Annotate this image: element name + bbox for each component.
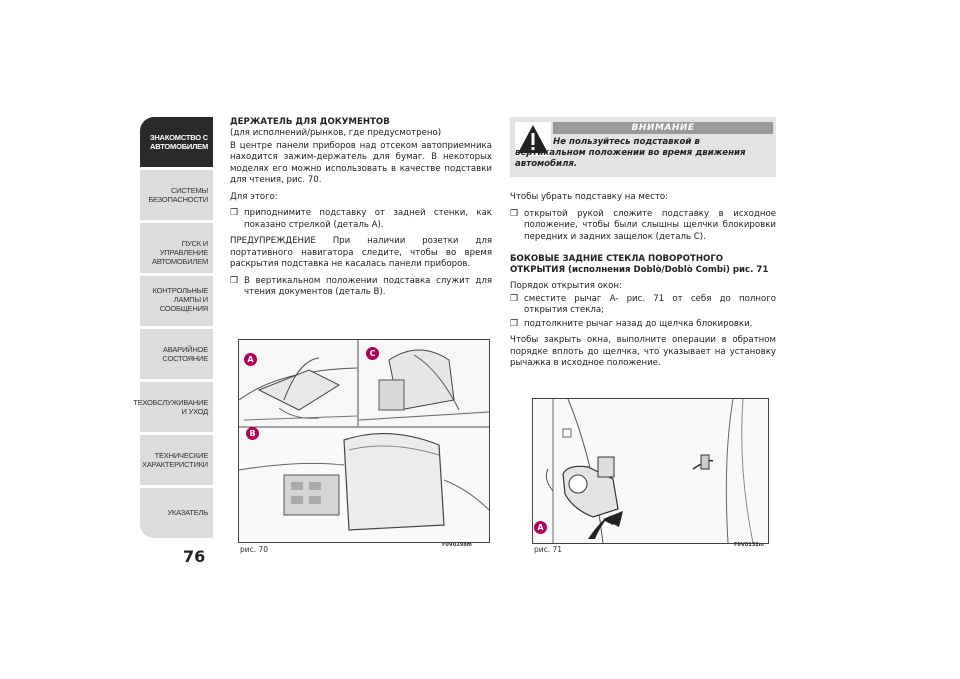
paragraph: Чтобы закрыть окна, выполните операции в обратном порядке вплоть до щелчка, что указывает на установку рычажка в исходное положение. (510, 335, 776, 368)
section-subheading: (для исполнений/рынков, где предусмотрено) (230, 128, 442, 138)
bullet-text: открытой рукой сложите подставку в исходное положение, чтобы были слышны щелчки блокировки передних и задних защелок (деталь C). (524, 208, 776, 242)
figure-71 (532, 398, 769, 544)
checkbox-bullet-icon: ❒ (230, 208, 239, 218)
figure-70-code: F0V0198m (442, 542, 472, 548)
nav-tab-maintenance[interactable] (133, 382, 213, 432)
left-column (230, 117, 492, 304)
nav-tab-line: И УХОД (181, 407, 208, 416)
checkbox-bullet-icon: ❒ (510, 208, 519, 219)
bullet-item (510, 319, 776, 331)
nav-tab-label (150, 133, 208, 151)
checkbox-bullet-icon: ❒ (510, 318, 519, 329)
figure-70 (238, 339, 490, 543)
detail-label-c: C (366, 347, 379, 360)
section-heading-rear-windows (510, 254, 776, 276)
paragraph: Чтобы убрать подставку на место: (510, 192, 669, 202)
detail-label-a: A (534, 521, 547, 534)
nav-tab-line: ЗНАКОМСТВО С (149, 133, 208, 142)
section-heading-document-holder: ДЕРЖАТЕЛЬ ДЛЯ ДОКУМЕНТОВ (230, 117, 390, 127)
paragraph: Порядок открытия окон: (510, 281, 622, 291)
nav-tab-index[interactable] (140, 488, 213, 538)
nav-tab-line: ТЕХНИЧЕСКИЕ (154, 451, 208, 460)
nav-tab-line: СООБЩЕНИЯ (159, 304, 208, 313)
paragraph: В центре панели приборов над отсеком автоприемника находится зажим-держатель для бумаг. В некоторых моделях его можно использовать в качестве подставки для чтения, рис. 70. (230, 140, 492, 185)
bullet-item (510, 294, 776, 317)
bullet-text: приподнимите подставку от задней стенки, как показано стрелкой (деталь A). (244, 208, 492, 230)
nav-tab-line: БЕЗОПАСНОСТИ (148, 195, 208, 204)
page-number: 76 (183, 547, 206, 566)
detail-label-a: A (244, 353, 257, 366)
right-column (510, 192, 776, 375)
nav-tab-driving[interactable] (140, 223, 213, 273)
detail-label-b: B (246, 427, 259, 440)
nav-tab-line: КОНТРОЛЬНЫЕ (152, 286, 208, 295)
paragraph: Для этого: (230, 191, 278, 202)
nav-tab-line: СОСТОЯНИЕ (162, 354, 208, 363)
heading-line: БОКОВЫЕ ЗАДНИЕ СТЕКЛА ПОВОРОТНОГО (510, 254, 724, 264)
nav-tab-specifications[interactable] (140, 435, 213, 485)
nav-tab-intro[interactable] (140, 117, 213, 167)
bullet-item (230, 276, 492, 299)
warning-box (510, 117, 776, 177)
bullet-item (510, 209, 776, 244)
figure-70-illustration (239, 340, 489, 542)
nav-tab-line: АВАРИЙНОЕ (163, 345, 208, 354)
warning-title: ВНИМАНИЕ (553, 122, 773, 134)
paragraph: ПРЕДУПРЕЖДЕНИЕ При наличии розетки для портативного навигатора следите, чтобы во время раскрытия подставка не касалась панели приборов. (230, 236, 492, 269)
nav-tab-line: СИСТЕМЫ (170, 186, 208, 195)
figure-71-caption: рис. 71 (534, 545, 563, 554)
bullet-text: подтолкните рычаг назад до щелчка блокировки. (524, 318, 753, 329)
nav-tab-line: ТЕХОБСЛУЖИВАНИЕ (133, 398, 208, 407)
checkbox-bullet-icon: ❒ (510, 293, 519, 304)
nav-tab-line: ПУСК И УПРАВЛЕНИЕ (159, 239, 208, 257)
warning-text: Не пользуйтесь подставкой в вертикальном положении во время движения автомобиля. (515, 137, 746, 169)
nav-tab-safety[interactable] (140, 170, 213, 220)
heading-line: ОТКРЫТИЯ (исполнения Doblò/Doblò Combi) рис. 71 (510, 265, 769, 275)
nav-tab-line: ЛАМПЫ И (173, 295, 208, 304)
nav-tab-emergency[interactable] (140, 329, 213, 379)
checkbox-bullet-icon: ❒ (230, 275, 239, 286)
bullet-text: сместите рычаг A- рис. 71 от себя до полного открытия стекла; (524, 293, 776, 315)
bullet-item (230, 208, 492, 231)
bullet-text: В вертикальном положении подставка служит для чтения документов (деталь B). (244, 275, 492, 297)
nav-tab-line: АВТОМОБИЛЕМ (150, 142, 208, 151)
figure-70-caption: рис. 70 (240, 545, 269, 554)
nav-tab-line: ХАРАКТЕРИСТИКИ (142, 460, 208, 469)
nav-tab-warning-lights[interactable] (140, 276, 213, 326)
nav-tab-line: УКАЗАТЕЛЬ (167, 508, 208, 517)
nav-tab-line: АВТОМОБИЛЕМ (152, 257, 208, 266)
figure-71-code: F0V0132m (734, 542, 764, 548)
figure-71-illustration (533, 399, 768, 543)
